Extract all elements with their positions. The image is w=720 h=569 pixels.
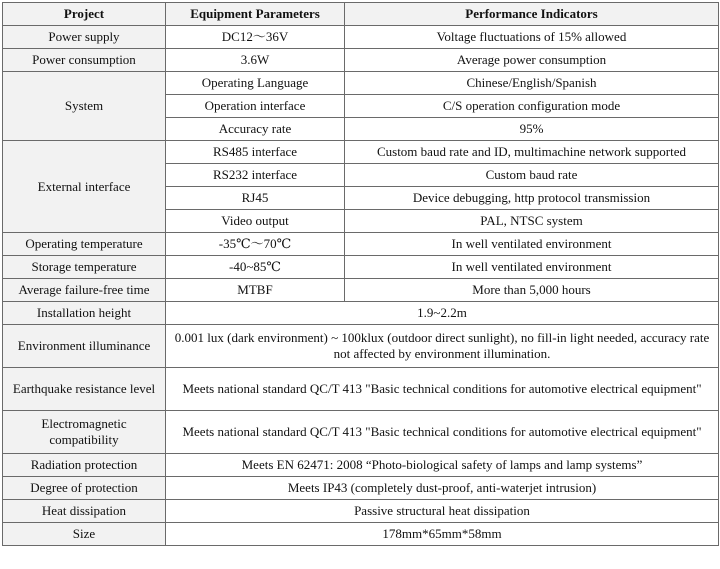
header-project: Project [3, 3, 166, 26]
value-cell: 178mm*65mm*58mm [166, 523, 719, 546]
param-cell: -40~85℃ [166, 256, 345, 279]
param-cell: Operation interface [166, 95, 345, 118]
perf-cell: More than 5,000 hours [345, 279, 719, 302]
table-row [3, 500, 719, 523]
table-row [3, 477, 719, 500]
value-cell: Meets national standard QC/T 413 "Basic technical conditions for automotive electrical equipment" [166, 368, 719, 411]
table-row [3, 368, 719, 411]
perf-cell: Average power consumption [345, 49, 719, 72]
value-cell: 0.001 lux (dark environment) ~ 100klux (outdoor direct sunlight), no fill-in light needed, accuracy rate not affected by environment illumination. [166, 325, 719, 368]
row-label: External interface [3, 141, 166, 233]
param-cell: -35℃～70℃ [166, 233, 345, 256]
table-row [3, 411, 719, 454]
table-row [3, 49, 719, 72]
row-label: Electromagnetic compatibility [3, 411, 166, 454]
spec-table [2, 2, 719, 546]
table-row [3, 141, 719, 164]
row-label: Power supply [3, 26, 166, 49]
param-cell: 3.6W [166, 49, 345, 72]
param-cell: Operating Language [166, 72, 345, 95]
row-label: Average failure-free time [3, 279, 166, 302]
row-label: Degree of protection [3, 477, 166, 500]
param-cell: RS232 interface [166, 164, 345, 187]
param-cell: RS485 interface [166, 141, 345, 164]
param-cell: Video output [166, 210, 345, 233]
value-cell: Meets national standard QC/T 413 "Basic technical conditions for automotive electrical equipment" [166, 411, 719, 454]
table-row [3, 233, 719, 256]
perf-cell: PAL, NTSC system [345, 210, 719, 233]
perf-cell: Device debugging, http protocol transmission [345, 187, 719, 210]
param-cell: DC12～36V [166, 26, 345, 49]
table-row [3, 523, 719, 546]
row-label: Power consumption [3, 49, 166, 72]
perf-cell: 95% [345, 118, 719, 141]
value-cell: Meets EN 62471: 2008 “Photo-biological safety of lamps and lamp systems” [166, 454, 719, 477]
perf-cell: In well ventilated environment [345, 256, 719, 279]
table-row [3, 302, 719, 325]
perf-cell: Voltage fluctuations of 15% allowed [345, 26, 719, 49]
value-cell: 1.9~2.2m [166, 302, 719, 325]
perf-cell: Custom baud rate and ID, multimachine network supported [345, 141, 719, 164]
perf-cell: Custom baud rate [345, 164, 719, 187]
row-label: Installation height [3, 302, 166, 325]
row-label: Size [3, 523, 166, 546]
value-cell: Passive structural heat dissipation [166, 500, 719, 523]
table-row [3, 72, 719, 95]
header-row [3, 3, 719, 26]
table-row [3, 325, 719, 368]
row-label: System [3, 72, 166, 141]
param-cell: MTBF [166, 279, 345, 302]
perf-cell: C/S operation configuration mode [345, 95, 719, 118]
row-label: Storage temperature [3, 256, 166, 279]
param-cell: RJ45 [166, 187, 345, 210]
table-row [3, 26, 719, 49]
row-label: Environment illuminance [3, 325, 166, 368]
table-row [3, 279, 719, 302]
param-cell: Accuracy rate [166, 118, 345, 141]
perf-cell: Chinese/English/Spanish [345, 72, 719, 95]
header-equipment-parameters: Equipment Parameters [166, 3, 345, 26]
row-label: Earthquake resistance level [3, 368, 166, 411]
table-row [3, 454, 719, 477]
row-label: Heat dissipation [3, 500, 166, 523]
row-label: Operating temperature [3, 233, 166, 256]
value-cell: Meets IP43 (completely dust-proof, anti-waterjet intrusion) [166, 477, 719, 500]
header-performance-indicators: Performance Indicators [345, 3, 719, 26]
table-row [3, 256, 719, 279]
row-label: Radiation protection [3, 454, 166, 477]
perf-cell: In well ventilated environment [345, 233, 719, 256]
